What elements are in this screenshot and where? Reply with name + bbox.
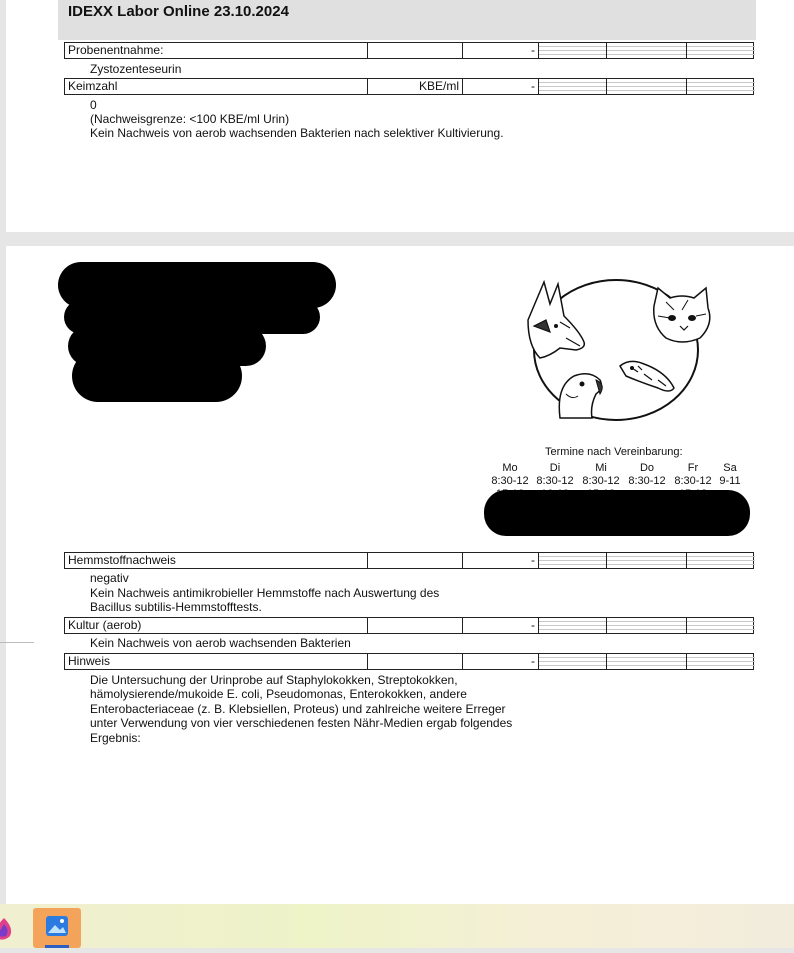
browser-icon[interactable] bbox=[0, 916, 16, 947]
schedule-day: Di bbox=[549, 462, 561, 474]
schedule-morning: 9-11 bbox=[719, 475, 741, 487]
row-cell-empty bbox=[607, 553, 687, 568]
keimzahl-comment: Kein Nachweis von aerob wachsenden Bakterien nach selektiver Kultivierung. bbox=[90, 126, 504, 140]
schedule-col-do bbox=[623, 462, 671, 488]
lizard-head-icon bbox=[620, 361, 674, 391]
row-cell-empty bbox=[607, 618, 687, 633]
row-cell-empty bbox=[687, 79, 755, 94]
hinweis-text-line: Die Untersuchung der Urinprobe auf Staphylokokken, Streptokokken, bbox=[90, 673, 458, 687]
hinweis-text-line: Enterobacteriaceae (z. B. Klebsiellen, Proteus) und zahlreiche weitere Erreger bbox=[90, 702, 506, 716]
kultur-comment: Kein Nachweis von aerob wachsenden Bakterien bbox=[90, 636, 351, 650]
dog-head-icon bbox=[528, 282, 584, 358]
row-cell-empty bbox=[607, 79, 687, 94]
schedule-col-sa bbox=[707, 462, 753, 488]
row-label: Keimzahl bbox=[65, 79, 368, 94]
row-cell-empty bbox=[539, 79, 607, 94]
row-cell-empty bbox=[607, 43, 687, 58]
schedule-day: Do bbox=[639, 462, 655, 474]
hemmstoff-comment: Kein Nachweis antimikrobieller Hemmstoffe nach Auswertung des bbox=[90, 586, 440, 600]
row-cell-empty bbox=[687, 618, 755, 633]
appointments-label: Termine nach Vereinbarung: bbox=[545, 446, 683, 458]
redacted-contact-info bbox=[484, 490, 750, 536]
keimzahl-value: 0 bbox=[90, 98, 97, 112]
row-unit bbox=[368, 553, 463, 568]
row-unit: KBE/ml bbox=[368, 79, 463, 94]
row-cell-empty bbox=[539, 43, 607, 58]
schedule-day: Mi bbox=[595, 462, 607, 474]
schedule-day: Sa bbox=[723, 462, 737, 474]
schedule-day: Mo bbox=[502, 462, 518, 474]
result-row-hinweis bbox=[64, 653, 754, 670]
redacted-address bbox=[72, 350, 242, 402]
schedule-morning: 8:30-12 bbox=[628, 475, 666, 487]
row-cell-empty bbox=[687, 654, 755, 669]
photos-app-icon[interactable] bbox=[33, 908, 81, 948]
row-unit bbox=[368, 618, 463, 633]
row-label: Hinweis bbox=[65, 654, 368, 669]
row-dash: - bbox=[463, 79, 539, 94]
row-unit bbox=[368, 43, 463, 58]
keimzahl-detection-limit: (Nachweisgrenze: <100 KBE/ml Urin) bbox=[90, 112, 290, 126]
result-row-keimzahl bbox=[64, 78, 754, 95]
row-label: Probenentnahme: bbox=[65, 43, 368, 58]
row-cell-empty bbox=[539, 618, 607, 633]
row-dash: - bbox=[463, 553, 539, 568]
row-unit bbox=[368, 654, 463, 669]
result-row-hemmstoffnachweis bbox=[64, 552, 754, 569]
schedule-morning: 8:30-12 bbox=[536, 475, 574, 487]
schedule-morning: 8:30-12 bbox=[674, 475, 712, 487]
cat-head-icon bbox=[654, 288, 710, 342]
row-dash: - bbox=[463, 654, 539, 669]
parrot-head-icon bbox=[559, 374, 602, 418]
hinweis-text-line: Ergebnis: bbox=[90, 731, 141, 745]
row-label: Hemmstoffnachweis bbox=[65, 553, 368, 568]
hemmstoff-result: negativ bbox=[90, 571, 129, 585]
hemmstoff-comment: Bacillus subtilis-Hemmstofftests. bbox=[90, 600, 262, 614]
row-cell-empty bbox=[687, 553, 755, 568]
clinic-animals-logo bbox=[520, 276, 714, 424]
row-label: Kultur (aerob) bbox=[65, 618, 368, 633]
row-cell-empty bbox=[539, 654, 607, 669]
margin-line bbox=[0, 642, 34, 643]
schedule-day: Fr bbox=[687, 462, 699, 474]
hinweis-text-line: hämolysierende/mukoide E. coli, Pseudomonas, Enterokokken, andere bbox=[90, 687, 467, 701]
sample-type-value: Zystozenteseurin bbox=[90, 62, 182, 76]
row-cell-empty bbox=[539, 553, 607, 568]
schedule-morning: 8:30-12 bbox=[582, 475, 620, 487]
report-title: IDEXX Labor Online 23.10.2024 bbox=[68, 3, 289, 20]
result-row-probenentnahme bbox=[64, 42, 754, 59]
row-dash: - bbox=[463, 618, 539, 633]
hinweis-text-line: unter Verwendung von vier verschiedenen festen Nähr-Medien ergab folgendes bbox=[90, 716, 513, 730]
row-cell-empty bbox=[607, 654, 687, 669]
taskbar bbox=[0, 904, 794, 948]
schedule-morning: 8:30-12 bbox=[491, 475, 529, 487]
row-dash: - bbox=[463, 43, 539, 58]
row-cell-empty bbox=[687, 43, 755, 58]
result-row-kultur bbox=[64, 617, 754, 634]
